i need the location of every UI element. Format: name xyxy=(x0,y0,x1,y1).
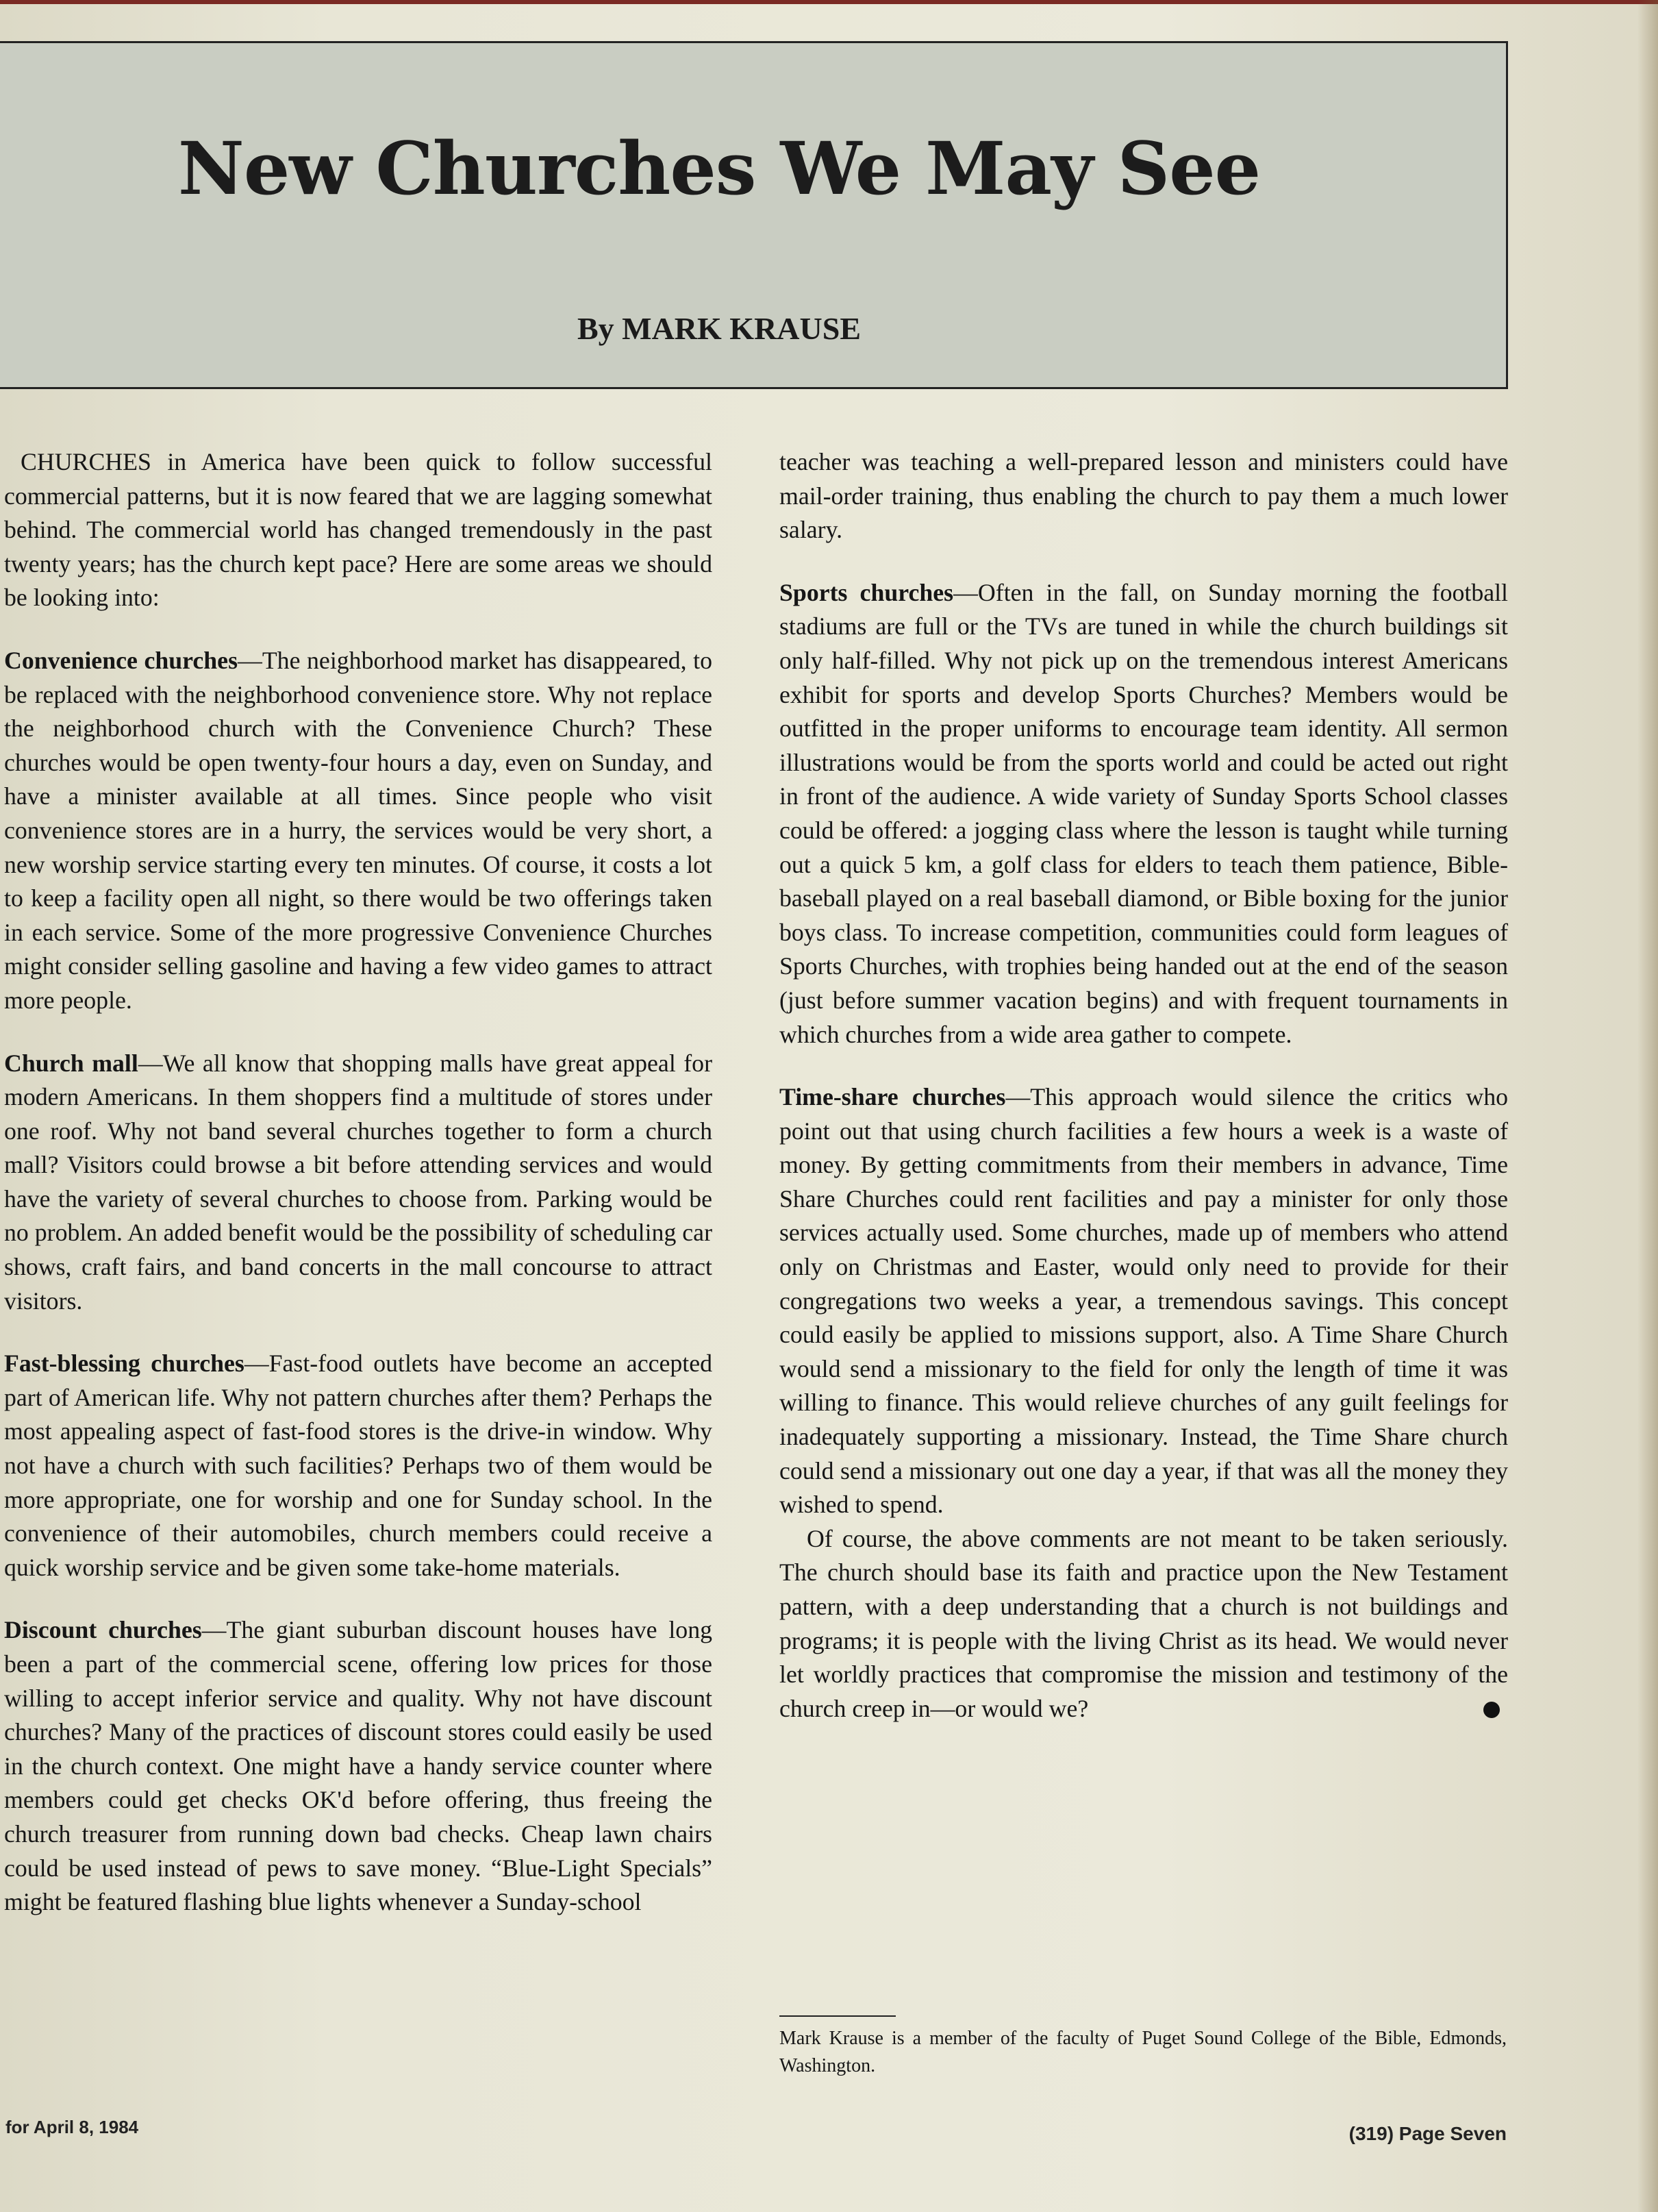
section-text: —Often in the fall, on Sunday morning the football stadiums are full or the TVs are tuned in while the church buildings sit only half-filled. Why not pick up on the tremendous interest Americans exhibit for sports and develop Sports Churches? Members would be outfitted in the proper uniforms to encourage team identity. All sermon illustrations would be from the sports world and could be acted out right in front of the audience. A wide variety of Sunday Sports School classes could be offered: a jogging class where the lesson is taught while turning out a quick 5 km, a golf class for elders to teach them patience, Bible-baseball played on a real baseball diamond, or Bible boxing for the junior boys class. To increase competition, communities could form leagues of Sports Churches, with trophies being handed out at the end of the season (just before summer vacation begins) and with frequent tournaments in which churches from a wide area gather to compete. xyxy=(779,578,1509,1048)
article-title: New Churches We May See xyxy=(177,125,1261,211)
section-heading: Discount churches xyxy=(4,1616,202,1644)
issue-date: for April 8, 1984 xyxy=(5,2117,139,2137)
section-heading: Fast-blessing churches xyxy=(4,1350,244,1378)
footnote-rule xyxy=(779,2015,896,2017)
page-number: (319) Page Seven xyxy=(1348,2123,1507,2144)
intro-paragraph: CHURCHES in America have been quick to follow successful commercial patterns, but it is now feared that we are lagging somewhat behind. The commercial world has changed tremendously in the past twenty years; has the church kept pace? Here are some areas we should be looking into: xyxy=(4,448,712,612)
section-time-share xyxy=(779,1080,1508,1522)
section-discount xyxy=(4,1613,712,1919)
section-church-mall xyxy=(4,1047,712,1319)
section-heading: Church mall xyxy=(4,1049,138,1077)
section-heading: Sports churches xyxy=(779,578,954,606)
section-heading: Convenience churches xyxy=(4,646,238,674)
left-column xyxy=(4,445,712,1948)
article-byline: By MARK KRAUSE xyxy=(577,311,862,346)
section-text: —Fast-food outlets have become an accepted part of American life. Why not pattern churches after them? Perhaps the most appealing aspect of fast-food stores is the drive-in window. Why not have a church with such facilities? Perhaps two of them would be more appropriate, one for worship and one for Sunday school. In the convenience of their automobiles, church members could receive a quick worship service and be given some take-home materials. xyxy=(4,1350,712,1581)
section-sports xyxy=(779,576,1508,1052)
end-of-article-bullet-icon xyxy=(1483,1702,1500,1718)
section-convenience xyxy=(4,644,712,1018)
conclusion-paragraph xyxy=(779,1522,1508,1726)
section-heading: Time-share churches xyxy=(779,1083,1006,1111)
section-text: —The giant suburban discount houses have long been a part of the commercial scene, offering low prices for those willing to accept inferior service and quality. Why not have discount churches? Many of the practices of discount stores could easily be used in the church context. One might have a handy service counter where members could get checks OK'd before offering, thus freeing the church treasurer from running down bad checks. Cheap lawn chairs could be used instead of pews to save money. “Blue-Light Specials” might be featured flashing blue lights whenever a Sunday-school xyxy=(4,1616,712,1916)
conclusion-text: Of course, the above comments are not meant to be taken seriously. The church should base its faith and practice upon the New Testament pattern, with a deep understanding that a church is not buildings and programs; it is people with the living Christ as its head. We would never let worldly practices that compromise the mission and testimony of the church creep in—or would we? xyxy=(779,1524,1508,1722)
title-banner xyxy=(0,41,1508,389)
right-column xyxy=(779,445,1508,1754)
page-spine-shadow xyxy=(1637,0,1658,2212)
section-fast-blessing xyxy=(4,1347,712,1585)
section-text: —We all know that shopping malls have great appeal for modern Americans. In them shoppers find a multitude of stores under one roof. Why not band several churches together to form a church mall? Visitors could browse a bit before attending services and would have the variety of several churches to choose from. Parking would be no problem. An added benefit would be the possibility of scheduling car shows, craft fairs, and band concerts in the mall concourse to attract visitors. xyxy=(4,1049,712,1315)
section-text: —This approach would silence the critics who point out that using church facilities a few hours a week is a waste of money. By getting commitments from their members in advance, Time Share Churches could rent facilities and pay a minister for only those services actually used. Some churches, made up of members who attend only on Christmas and Easter, would only need to provide for their congregations two weeks a year, a tremendous savings. This concept could easily be applied to missions support, also. A Time Share Church would send a missionary to the field for only the length of time it was willing to finance. This would relieve churches of any guilt feelings for inadequately supporting a missionary. Instead, the Time Share church could send a missionary out one day a year, if that was all the money they wished to spend. xyxy=(779,1083,1508,1519)
section-text: —The neighborhood market has disappeared, to be replaced with the neighborhood convenience store. Why not replace the neighborhood church with the Convenience Church? These churches would be open twenty-four hours a day, even on Sunday, and have a minister available at all times. Since people who visit convenience stores are in a hurry, the services would be very short, a new worship service starting every ten minutes. Of course, it costs a lot to keep a facility open all night, so there would be two offerings taken in each service. Some of the more progressive Convenience Churches might consider selling gasoline and having a few video games to attract more people. xyxy=(4,646,712,1014)
author-footnote: Mark Krause is a member of the faculty of Puget Sound College of the Bible, Edmonds, Washington. xyxy=(779,2028,1507,2076)
continuation-paragraph: teacher was teaching a well-prepared lesson and ministers could have mail-order training, thus enabling the church to pay them a much lower salary. xyxy=(779,448,1508,544)
top-edge xyxy=(0,0,1658,4)
